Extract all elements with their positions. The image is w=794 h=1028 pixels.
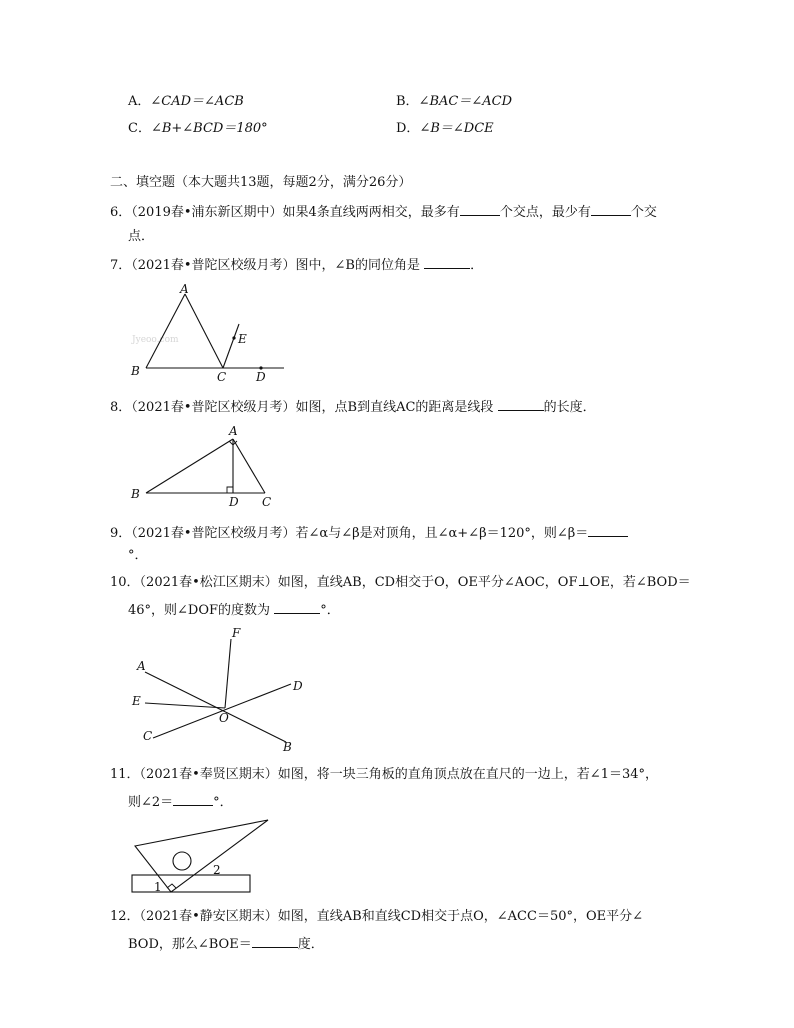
- question-9-text: （2021春•普陀区校级月考）若∠α与∠β是对顶角，且∠α+∠β＝120°，则∠β＝: [131, 526, 589, 541]
- question-6-text-a: （2019春•浦东新区期中）如果4条直线两两相交，最多有: [131, 205, 460, 220]
- question-6-text-c: 个交: [630, 205, 657, 220]
- label-b: B: [283, 740, 292, 754]
- segment-ab: [146, 294, 185, 368]
- question-9-line2: °．: [128, 548, 148, 563]
- point-e: [232, 336, 235, 339]
- question-10-number: 10．: [110, 575, 140, 590]
- label-f: F: [232, 626, 241, 640]
- question-11-number: 11．: [110, 767, 140, 782]
- question-11-line1: [110, 767, 658, 783]
- question-6-number: 6．: [110, 205, 132, 220]
- question-8-blank[interactable]: [498, 398, 544, 411]
- label-a: A: [137, 659, 146, 673]
- option-b-text: ∠BAC＝∠ACD: [418, 94, 512, 109]
- question-10-line2: [128, 601, 340, 619]
- figure-10: [126, 625, 316, 755]
- question-6-line1: [110, 203, 657, 221]
- question-10-end: °．: [320, 603, 340, 618]
- question-11-blank[interactable]: [173, 793, 213, 806]
- segment-ac: [233, 439, 265, 493]
- label-e: E: [238, 332, 247, 346]
- label-o: O: [219, 711, 229, 725]
- question-10-line1: [110, 575, 691, 591]
- question-7-end: ．: [470, 258, 484, 273]
- angle-1-label: 1: [154, 880, 162, 894]
- question-7-text: （2021春•普陀区校级月考）图中，∠B的同位角是: [131, 258, 420, 273]
- label-d: D: [293, 679, 303, 693]
- question-8-number: 8．: [110, 400, 132, 415]
- question-11-line2: [128, 793, 233, 811]
- set-square-hole: [173, 852, 191, 870]
- label-a: A: [229, 424, 238, 438]
- option-b: [396, 94, 512, 110]
- question-6-blank-1[interactable]: [460, 203, 500, 216]
- question-11-text: （2021春•奉贤区期末）如图，将一块三角板的直角顶点放在直尺的一边上，若∠1＝34°，: [139, 767, 659, 782]
- angle-2-label: 2: [213, 863, 221, 877]
- option-d-text: ∠B＝∠DCE: [419, 121, 494, 136]
- question-12-line1: [110, 909, 643, 925]
- section-heading: 二、填空题（本大题共13题，每题2分，满分26分）: [110, 175, 412, 190]
- right-angle-mark-d: [227, 487, 233, 493]
- figure-8: [128, 424, 278, 510]
- question-8-end: 的长度．: [543, 400, 596, 415]
- question-9-blank[interactable]: [588, 524, 628, 537]
- option-d-label: D．: [396, 121, 420, 136]
- option-a-label: A．: [128, 94, 151, 109]
- option-b-label: B．: [396, 94, 419, 109]
- ray-of: [225, 639, 231, 708]
- label-b: B: [131, 364, 140, 378]
- question-12-blank[interactable]: [252, 935, 298, 948]
- label-a: A: [180, 282, 189, 296]
- option-c-label: C．: [128, 121, 151, 136]
- question-11-end: °．: [213, 795, 233, 810]
- question-8: [110, 398, 596, 416]
- question-11-text-2: 则∠2＝: [128, 795, 174, 810]
- label-b: B: [131, 487, 140, 501]
- question-7: [110, 256, 483, 274]
- question-12-text: （2021春•静安区期末）如图，直线AB和直线CD相交于点O，∠ACC＝50°，OE平分∠: [139, 909, 644, 924]
- label-e: E: [132, 694, 141, 708]
- label-c: C: [143, 729, 153, 743]
- figure-7: [126, 280, 296, 388]
- question-9-number: 9．: [110, 526, 132, 541]
- figure-11: [126, 814, 278, 898]
- question-9-line1: [110, 524, 628, 542]
- segment-ab: [146, 439, 233, 493]
- option-c-text: ∠B+∠BCD＝180°: [150, 121, 268, 136]
- question-7-number: 7．: [110, 258, 132, 273]
- question-12-line2: [128, 935, 324, 953]
- question-12-text-2: BOD，那么∠BOE＝: [128, 937, 252, 952]
- right-angle-mark: [167, 884, 176, 888]
- option-a-text: ∠CAD＝∠ACB: [150, 94, 244, 109]
- question-8-text: （2021春•普陀区校级月考）如图，点B到直线AC的距离是线段: [131, 400, 494, 415]
- question-6-line2: 点．: [128, 229, 155, 244]
- label-c: C: [217, 370, 227, 384]
- ray-ce: [223, 324, 239, 368]
- label-d: D: [256, 370, 266, 384]
- question-12-number: 12．: [110, 909, 140, 924]
- segment-ac: [185, 294, 223, 368]
- option-d: [396, 121, 494, 137]
- option-a: [128, 94, 244, 110]
- question-12-end: 度．: [297, 937, 324, 952]
- label-c: C: [262, 495, 272, 509]
- watermark-text: Jyeoo.com: [132, 335, 179, 345]
- option-c: [128, 121, 268, 137]
- question-6-text-b: 个交点，最少有: [499, 205, 591, 220]
- question-10-text-2: 46°，则∠DOF的度数为: [128, 603, 271, 618]
- label-d: D: [229, 495, 239, 509]
- question-7-blank[interactable]: [424, 256, 470, 269]
- question-10-blank[interactable]: [274, 601, 320, 614]
- question-10-text: （2021春•松江区期末）如图，直线AB，CD相交于O，OE平分∠AOC，OF⊥OE，若∠BOD＝: [139, 575, 691, 590]
- question-6-blank-2[interactable]: [591, 203, 631, 216]
